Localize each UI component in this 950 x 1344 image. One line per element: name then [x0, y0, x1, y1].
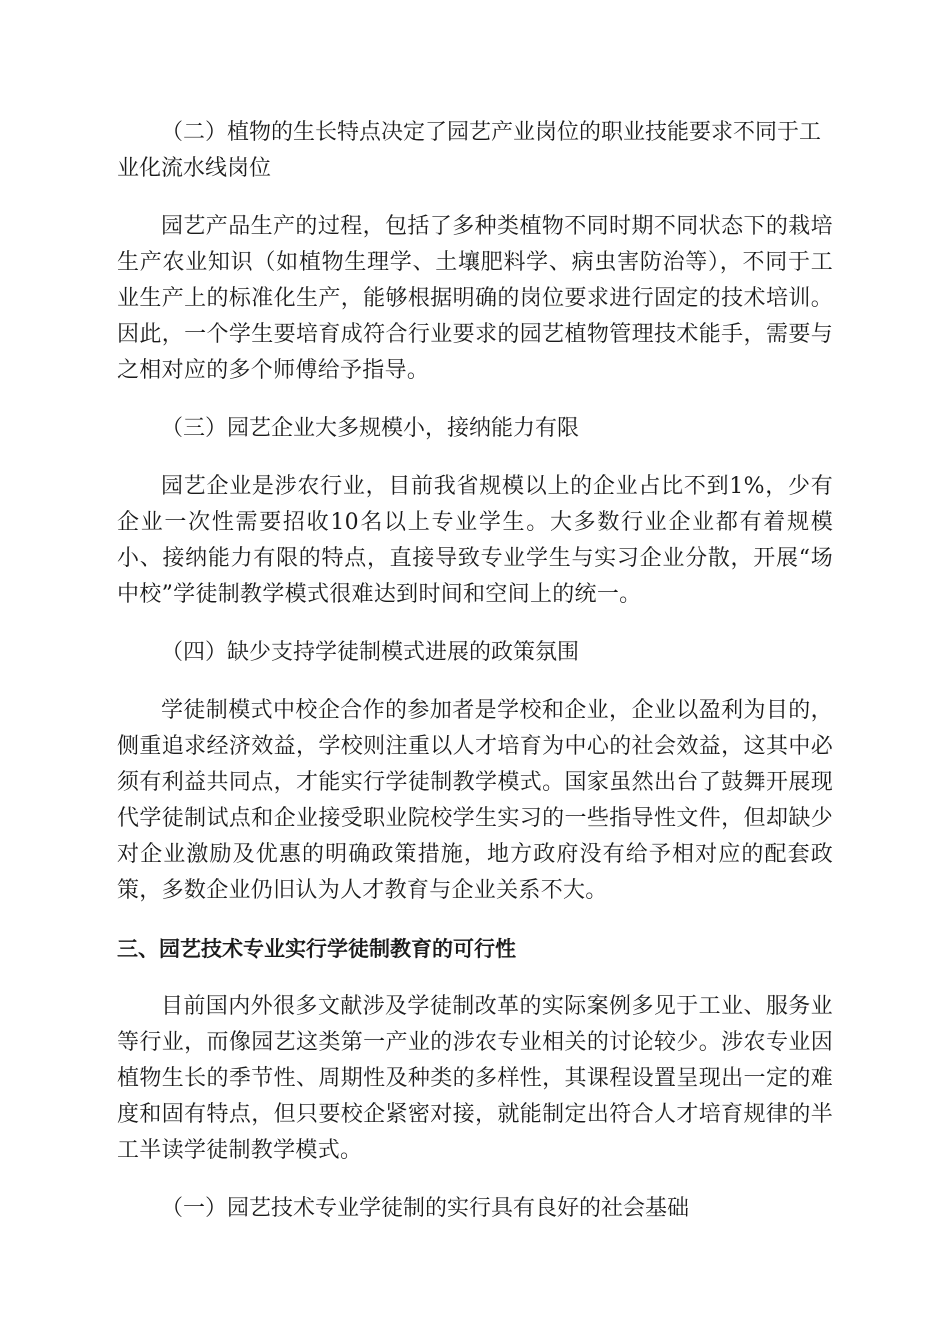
subheading-policy-lack: （四）缺少支持学徒制模式进展的政策氛围 [161, 640, 580, 665]
paragraph-enterprise-capacity: 园艺企业是涉农行业，目前我省规模以上的企业占比不到1%，少有企业一次性需要招收10名以上专业学生。大多数行业企业都有着规模小、接纳能力有限的特点，直接导致专业学生与实习企业分散，开展“场中校”学徒制教学模式很难达到时间和空间上的统一。 [117, 474, 833, 607]
paragraph-policy: 学徒制模式中校企合作的参加者是学校和企业，企业以盈利为目的，侧重追求经济效益，学校则注重以人才培育为中心的社会效益，这其中必须有利益共同点，才能实行学徒制教学模式。国家虽然出台了鼓舞开展现代学徒制试点和企业接受职业院校学生实习的一些指导性文件，但却缺少对企业激励及优惠的明确政策措施，地方政府没有给予相对应的配套政策，多数企业仍旧认为人才教育与企业关系不大。 [117, 698, 833, 903]
document-page [117, 115, 833, 1249]
paragraph-horticulture-production: 园艺产品生产的过程，包括了多种类植物不同时期不同状态下的栽培生产农业知识（如植物生理学、土壤肥料学、病虫害防治等），不同于工业生产上的标准化生产，能够根据明确的岗位要求进行固定的技术培训。因此，一个学生要培育成符合行业要求的园艺植物管理技术能手，需要与之相对应的多个师傅给予指导。 [117, 214, 833, 383]
section-heading-feasibility: 三、园艺技术专业实行学徒制教育的可行性 [117, 937, 516, 961]
subheading-plant-growth: （二）植物的生长特点决定了园艺产业岗位的职业技能要求不同于工业化流水线岗位 [117, 120, 822, 181]
subheading-small-enterprises: （三）园艺企业大多规模小，接纳能力有限 [161, 416, 580, 441]
paragraph-feasibility: 目前国内外很多文献涉及学徒制改革的实际案例多见于工业、服务业等行业，而像园艺这类第一产业的涉农专业相关的讨论较少。涉农专业因植物生长的季节性、周期性及种类的多样性，其课程设置呈现出一定的难度和固有特点，但只要校企紧密对接，就能制定出符合人才培育规律的半工半读学徒制教学模式。 [117, 994, 833, 1163]
subheading-social-basis: （一）园艺技术专业学徒制的实行具有良好的社会基础 [161, 1196, 690, 1221]
